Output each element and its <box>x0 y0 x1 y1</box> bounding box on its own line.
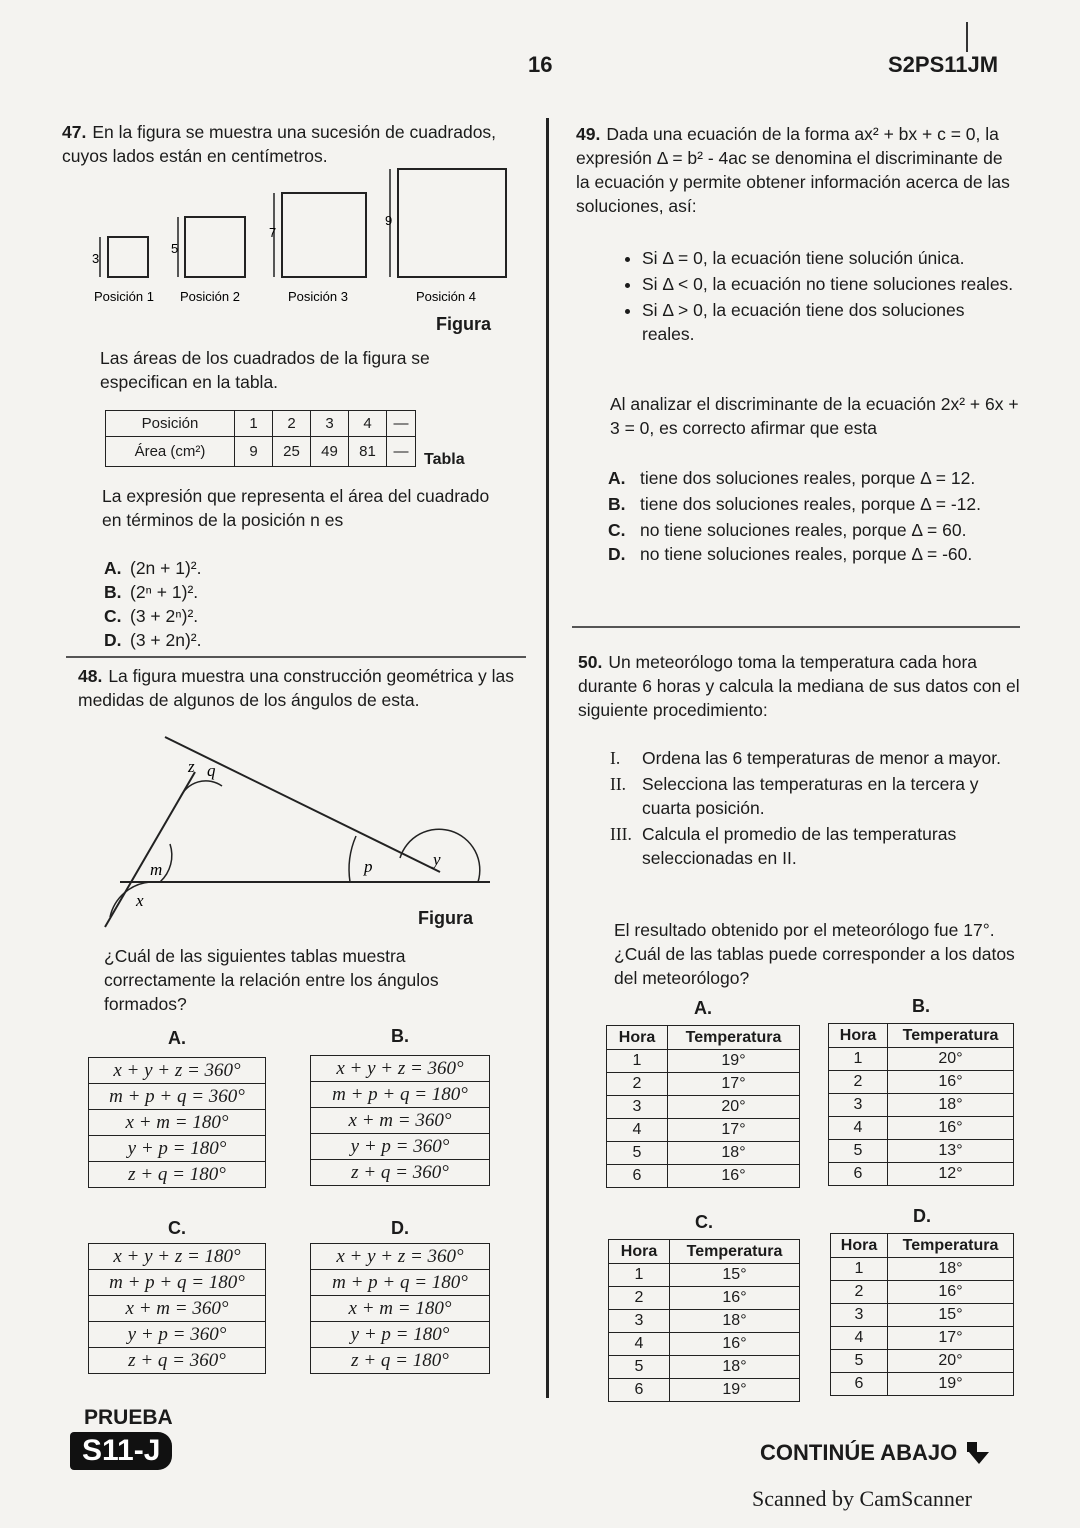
q48-table-c <box>88 1243 266 1374</box>
temp: 13° <box>888 1140 1014 1163</box>
col-temperatura: Temperatura <box>888 1234 1014 1258</box>
arrow-down-right-icon <box>963 1440 995 1466</box>
temp: 16° <box>670 1333 800 1356</box>
q50-option-a[interactable] <box>606 998 800 1188</box>
col-temperatura: Temperatura <box>668 1026 800 1050</box>
equation: x + m = 180° <box>311 1296 490 1322</box>
bullet-2: • Si Δ < 0, la ecuación no tiene soluciones reales. <box>642 272 1020 296</box>
q50-option-d[interactable] <box>830 1206 1014 1396</box>
q47-figure-label: Figura <box>436 314 492 334</box>
hour: 3 <box>831 1304 888 1327</box>
hour: 3 <box>607 1096 668 1119</box>
q47-row1-label: Posición <box>106 411 235 437</box>
angle-p: p <box>364 857 373 876</box>
q47-area-table <box>105 410 416 467</box>
q47-option-d[interactable] <box>104 628 202 652</box>
q47-options <box>104 556 202 652</box>
temp: 18° <box>668 1142 800 1165</box>
option-letter: A. <box>608 468 626 488</box>
q47-table-intro: Las áreas de los cuadrados de la figura se especifican en la tabla. <box>100 348 430 392</box>
temp: 18° <box>888 1094 1014 1117</box>
scanned-watermark: Scanned by CamScanner <box>752 1486 972 1511</box>
cell: 1 <box>235 411 273 437</box>
cell: 25 <box>273 437 311 467</box>
bullet-1: • Si Δ = 0, la ecuación tiene solución única. <box>642 246 1020 270</box>
col-hora: Hora <box>829 1024 888 1048</box>
separator-47-48 <box>66 656 526 658</box>
col-hora: Hora <box>609 1240 670 1264</box>
temp: 12° <box>888 1163 1014 1186</box>
hour: 2 <box>607 1073 668 1096</box>
hour: 3 <box>609 1310 670 1333</box>
q50-table-a <box>606 1025 800 1188</box>
continue-text: CONTINÚE ABAJO <box>760 1440 958 1465</box>
hour: 5 <box>609 1356 670 1379</box>
temp: 20° <box>888 1048 1014 1071</box>
q50-question: El resultado obtenido por el meteorólogo fue 17°.¿Cuál de las tablas puede corresponder a los datos del meteorólogo? <box>614 920 1015 988</box>
cell: 9 <box>235 437 273 467</box>
step-number: III. <box>610 824 632 844</box>
q48-number: 48. <box>78 666 103 686</box>
q48-option-d[interactable] <box>310 1218 490 1374</box>
q49-intro: Dada una ecuación de la forma ax² + bx + c = 0, la expresión Δ = b² - 4ac se denomina el discriminante de la ecuación y permite obtener información acerca de las soluciones, así: <box>576 124 1010 216</box>
q49-options <box>608 466 1022 566</box>
position-label-4: Posición 4 <box>416 289 476 304</box>
equation: x + y + z = 360° <box>311 1056 490 1082</box>
hour: 5 <box>831 1350 888 1373</box>
option-letter: D. <box>913 1206 931 1226</box>
q47-table-label: Tabla <box>424 451 465 468</box>
hour: 1 <box>609 1264 670 1287</box>
equation: y + p = 180° <box>311 1322 490 1348</box>
option-letter: C. <box>168 1218 186 1238</box>
q49-option-b[interactable] <box>608 492 1022 516</box>
option-letter: A. <box>104 558 122 578</box>
position-label-2: Posición 2 <box>180 289 240 304</box>
q47-number: 47. <box>62 122 87 142</box>
q47-intro: En la figura se muestra una sucesión de cuadrados, cuyos lados están en centímetros. <box>62 122 497 166</box>
col-hora: Hora <box>831 1234 888 1258</box>
angle-z: z <box>188 757 195 776</box>
col-temperatura: Temperatura <box>888 1024 1014 1048</box>
q50-option-c[interactable] <box>608 1212 800 1402</box>
option-letter: C. <box>695 1212 713 1232</box>
temp: 19° <box>888 1373 1014 1396</box>
cell: 2 <box>273 411 311 437</box>
side-5: 5 <box>171 241 179 256</box>
bullet-3: • Si Δ > 0, la ecuación tiene dos soluciones reales. <box>642 298 1020 346</box>
temp: 16° <box>888 1071 1014 1094</box>
q47-squares-figure <box>88 165 518 310</box>
cell: 81 <box>349 437 387 467</box>
step-2 <box>610 772 1022 820</box>
square-1 <box>108 237 148 277</box>
equation: y + p = 360° <box>89 1322 266 1348</box>
q47-row2-label: Área (cm²) <box>106 437 235 467</box>
temp: 18° <box>888 1258 1014 1281</box>
option-letter: B. <box>608 494 626 514</box>
temp: 15° <box>670 1264 800 1287</box>
equation: x + y + z = 360° <box>89 1058 266 1084</box>
hour: 2 <box>829 1071 888 1094</box>
q49-number: 49. <box>576 124 601 144</box>
q49-intro-block <box>576 122 1020 218</box>
test-code-badge: S11-J <box>70 1432 172 1470</box>
option-text: (2n + 1)². <box>130 558 202 578</box>
hour: 5 <box>607 1142 668 1165</box>
side-3: 3 <box>92 251 100 266</box>
equation: m + p + q = 180° <box>89 1270 266 1296</box>
q50-table-b <box>828 1023 1014 1186</box>
q49-bullets <box>604 246 1020 348</box>
option-letter: B. <box>912 996 930 1016</box>
angle-m: m <box>150 860 163 879</box>
q50-table-d <box>830 1233 1014 1396</box>
hour: 2 <box>831 1281 888 1304</box>
equation: x + y + z = 360° <box>311 1244 490 1270</box>
equation: m + p + q = 360° <box>89 1084 266 1110</box>
option-text: tiene dos soluciones reales, porque Δ = 12. <box>640 468 976 488</box>
option-text: tiene dos soluciones reales, porque Δ = -12. <box>640 494 982 514</box>
hour: 3 <box>829 1094 888 1117</box>
q47-question: La expresión que representa el área del cuadrado en términos de la posición n es <box>102 486 490 530</box>
q50-table-c <box>608 1239 800 1402</box>
option-text: no tiene soluciones reales, porque Δ = -60. <box>640 544 973 564</box>
prueba-label: PRUEBA <box>84 1406 173 1429</box>
q48-table-b <box>310 1055 490 1186</box>
angle-y: y <box>433 850 441 869</box>
q48-option-a[interactable] <box>88 1028 266 1188</box>
hour: 4 <box>607 1119 668 1142</box>
q48-triangle-figure <box>100 732 500 932</box>
equation: x + m = 180° <box>89 1110 266 1136</box>
position-label-1: Posición 1 <box>94 289 154 304</box>
exam-code: S2PS11JM <box>888 52 999 77</box>
hour: 4 <box>831 1327 888 1350</box>
equation: m + p + q = 180° <box>311 1270 490 1296</box>
q49-option-a[interactable] <box>608 466 1022 490</box>
q48-question: ¿Cuál de las siguientes tablas muestra correctamente la relación entre los ángulos formados? <box>104 946 439 1014</box>
q47-option-b[interactable] <box>104 580 202 604</box>
hour: 6 <box>607 1165 668 1188</box>
step-number: II. <box>610 774 627 794</box>
temp: 16° <box>670 1287 800 1310</box>
cell: — <box>387 437 416 467</box>
cell: 3 <box>311 411 349 437</box>
continue-below <box>760 1440 995 1466</box>
option-text: (3 + 2ⁿ)². <box>130 606 199 626</box>
step-text: Ordena las 6 temperaturas de menor a mayor. <box>642 748 1001 768</box>
q48-option-c[interactable] <box>88 1218 266 1374</box>
q48-table-a <box>88 1057 266 1188</box>
temp: 16° <box>888 1281 1014 1304</box>
q49-option-d[interactable] <box>608 542 1022 566</box>
q50-intro-block <box>578 650 1022 722</box>
separator-49-50 <box>572 626 1020 628</box>
cell: 4 <box>349 411 387 437</box>
q50-option-b[interactable] <box>828 996 1014 1186</box>
option-letter: A. <box>168 1028 186 1048</box>
side-7: 7 <box>269 225 277 240</box>
option-letter: D. <box>104 630 122 650</box>
option-letter: B. <box>104 582 122 602</box>
side-9: 9 <box>385 213 393 228</box>
q48-intro-block <box>78 664 522 712</box>
hour: 5 <box>829 1140 888 1163</box>
cell: 49 <box>311 437 349 467</box>
q48-table-d <box>310 1243 490 1374</box>
temp: 20° <box>888 1350 1014 1373</box>
hour: 4 <box>829 1117 888 1140</box>
hour: 1 <box>607 1050 668 1073</box>
hour: 1 <box>831 1258 888 1281</box>
q49-question: Al analizar el discriminante de la ecuación 2x² + 6x + 3 = 0, es correcto afirmar que esta <box>610 394 1019 438</box>
square-4 <box>398 169 506 277</box>
header-tick <box>966 22 968 52</box>
equation: x + y + z = 180° <box>89 1244 266 1270</box>
angle-x: x <box>136 891 144 910</box>
hour: 1 <box>829 1048 888 1071</box>
step-1 <box>610 746 1022 770</box>
step-3 <box>610 822 1022 870</box>
temp: 16° <box>668 1165 800 1188</box>
q47-option-a[interactable] <box>104 556 202 580</box>
cell: — <box>387 411 416 437</box>
hour: 4 <box>609 1333 670 1356</box>
step-text: Calcula el promedio de las temperaturas seleccionadas en II. <box>642 824 957 868</box>
position-label-3: Posición 3 <box>288 289 348 304</box>
temp: 17° <box>888 1327 1014 1350</box>
equation: z + q = 180° <box>311 1348 490 1374</box>
column-divider <box>546 118 549 1398</box>
equation: y + p = 360° <box>311 1134 490 1160</box>
temp: 16° <box>888 1117 1014 1140</box>
equation: x + m = 360° <box>89 1296 266 1322</box>
temp: 15° <box>888 1304 1014 1327</box>
equation: y + p = 180° <box>89 1136 266 1162</box>
q47-intro-block <box>62 120 512 168</box>
option-letter: D. <box>391 1218 409 1238</box>
equation: z + q = 180° <box>89 1162 266 1188</box>
temp: 19° <box>668 1050 800 1073</box>
equation: z + q = 360° <box>89 1348 266 1374</box>
hour: 6 <box>831 1373 888 1396</box>
option-letter: A. <box>694 998 712 1018</box>
hour: 2 <box>609 1287 670 1310</box>
step-text: Selecciona las temperaturas en la tercera y cuarta posición. <box>642 774 979 818</box>
q50-number: 50. <box>578 652 603 672</box>
temp: 17° <box>668 1119 800 1142</box>
angle-q: q <box>207 761 216 780</box>
page-number: 16 <box>528 52 553 77</box>
hour: 6 <box>829 1163 888 1186</box>
option-text: (3 + 2n)². <box>130 630 202 650</box>
square-3 <box>282 193 366 277</box>
q49-option-c[interactable] <box>608 518 1022 542</box>
col-temperatura: Temperatura <box>670 1240 800 1264</box>
q48-option-b[interactable] <box>310 1026 490 1186</box>
option-text: (2ⁿ + 1)². <box>130 582 199 602</box>
temp: 17° <box>668 1073 800 1096</box>
square-2 <box>185 217 245 277</box>
option-letter: D. <box>608 544 626 564</box>
hour: 6 <box>609 1379 670 1402</box>
equation: x + m = 360° <box>311 1108 490 1134</box>
q47-option-c[interactable] <box>104 604 202 628</box>
q48-figure-label: Figura <box>418 908 474 928</box>
equation: z + q = 360° <box>311 1160 490 1186</box>
option-letter: C. <box>608 520 626 540</box>
option-letter: C. <box>104 606 122 626</box>
q50-intro: Un meteorólogo toma la temperatura cada hora durante 6 horas y calcula la mediana de sus datos con el siguiente procedimiento: <box>578 652 1020 720</box>
temp: 18° <box>670 1356 800 1379</box>
option-letter: B. <box>391 1026 409 1046</box>
temp: 20° <box>668 1096 800 1119</box>
q48-intro: La figura muestra una construcción geométrica y las medidas de algunos de los ángulos de esta. <box>78 666 514 710</box>
equation: m + p + q = 180° <box>311 1082 490 1108</box>
option-text: no tiene soluciones reales, porque Δ = 60. <box>640 520 967 540</box>
step-number: I. <box>610 748 621 768</box>
temp: 18° <box>670 1310 800 1333</box>
col-hora: Hora <box>607 1026 668 1050</box>
temp: 19° <box>670 1379 800 1402</box>
q50-steps <box>610 746 1022 870</box>
